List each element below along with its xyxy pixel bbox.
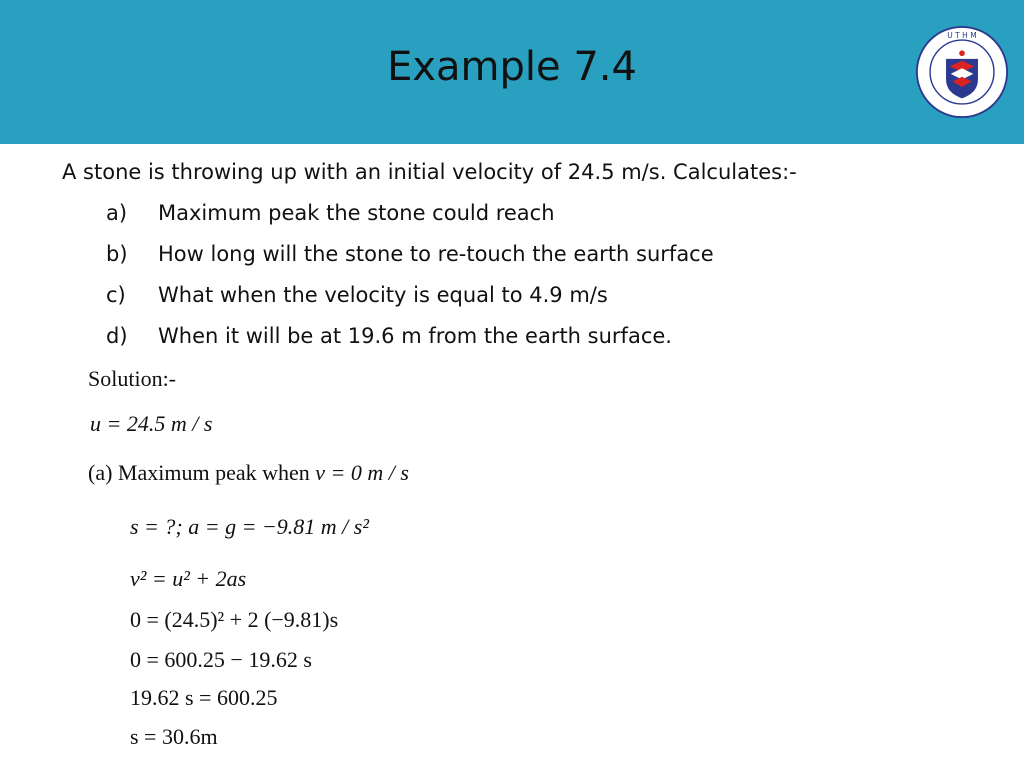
knowns-line: s = ?; a = g = −9.81 m / s²	[130, 514, 369, 539]
item-label: d)	[106, 324, 128, 348]
equation-step: 0 = (24.5)² + 2 (−9.81)s	[130, 607, 339, 632]
result-line: s = 30.6m	[130, 724, 218, 749]
part-a-text: Maximum peak when	[117, 460, 310, 485]
logo-ring-text: U T H M	[947, 31, 977, 41]
item-text: What when the velocity is equal to 4.9 m/s	[158, 283, 608, 307]
part-a-condition: v = 0 m / s	[315, 460, 409, 485]
item-text: When it will be at 19.6 m from the earth surface.	[158, 324, 672, 348]
equation-step: 19.62 s = 600.25	[130, 685, 278, 710]
equation-step: v² = u² + 2as	[130, 566, 247, 591]
part-a-line	[88, 460, 409, 486]
slide-title: Example 7.4	[387, 44, 637, 90]
given-velocity: u = 24.5 m / s	[90, 411, 213, 436]
uthm-logo	[915, 25, 1009, 119]
item-label: b)	[106, 242, 128, 266]
equation-step: 0 = 600.25 − 19.62 s	[130, 647, 312, 672]
problem-statement: A stone is throwing up with an initial velocity of 24.5 m/s. Calculates:-	[62, 160, 797, 184]
item-text: Maximum peak the stone could reach	[158, 201, 555, 225]
item-text: How long will the stone to re-touch the earth surface	[158, 242, 714, 266]
item-label: c)	[106, 283, 126, 307]
solution-heading: Solution:-	[88, 366, 177, 391]
part-a-label: (a)	[88, 460, 113, 485]
item-label: a)	[106, 201, 128, 225]
